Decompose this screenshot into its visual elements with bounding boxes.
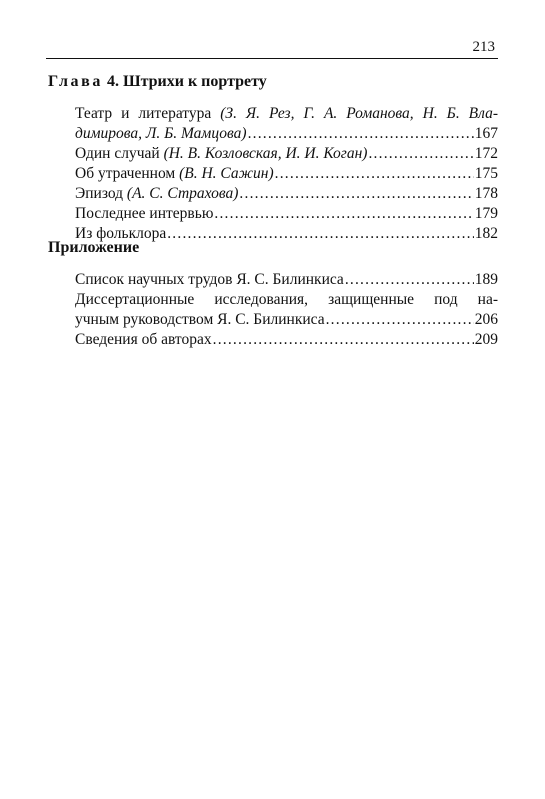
toc-entry-authors: (Н. В. Козловская, И. И. Коган)	[163, 145, 368, 162]
leader-dots	[345, 270, 474, 290]
appendix-entries	[48, 270, 498, 350]
toc-entry-line	[75, 310, 498, 330]
toc-entry[interactable]	[75, 104, 498, 144]
toc-entry[interactable]	[75, 204, 498, 224]
toc-entry-title: Эпизод	[75, 185, 127, 202]
toc-entry-page: 209	[474, 331, 498, 348]
leader-dots	[214, 204, 473, 224]
leader-dots	[368, 144, 473, 164]
toc-entry-authors: (З. Я. Рез, Г. А. Романова, Н. Б. Вла-	[220, 105, 498, 122]
leader-dots	[326, 310, 474, 330]
leader-dots	[275, 164, 474, 184]
toc-entry-title-group	[75, 184, 238, 204]
toc-entry-authors: (В. Н. Сажин)	[179, 165, 274, 182]
chapter-heading-title: Штрихи к портрету	[123, 73, 267, 90]
chapter-4-entries	[48, 104, 498, 244]
toc-entry-authors: димирова, Л. Б. Мамцова)	[75, 125, 247, 142]
toc-entry-title-group	[75, 164, 274, 184]
toc-entry-line	[75, 270, 498, 290]
toc-entry-page: 172	[474, 145, 498, 162]
chapter-4-section	[48, 72, 498, 244]
toc-entry[interactable]	[75, 330, 498, 350]
toc-entry-page: 189	[474, 271, 498, 288]
chapter-heading	[48, 72, 498, 92]
toc-entry-page: 206	[474, 311, 498, 328]
toc-entry-page: 167	[474, 125, 498, 142]
toc-entry[interactable]	[75, 164, 498, 184]
toc-entry-line	[75, 204, 498, 224]
appendix-heading: Приложение	[48, 239, 140, 256]
toc-entry-line	[75, 184, 498, 204]
toc-entry-title: Сведения об авторах	[75, 331, 212, 348]
toc-entry-title: Из фольклора	[75, 225, 167, 242]
toc-entry-page: 175	[474, 165, 498, 182]
appendix-section	[48, 238, 498, 350]
leader-dots	[248, 124, 474, 144]
toc-entry-title: Один случай	[75, 145, 164, 162]
toc-entry-line	[75, 104, 498, 124]
page-number: 213	[472, 39, 495, 55]
leader-dots	[239, 184, 473, 204]
toc-entry-title: Диссертационные исследования, защищенные под на-	[75, 291, 498, 308]
toc-entry-title: Театр и литература	[75, 105, 221, 122]
toc-entry-line	[75, 124, 498, 144]
toc-entry-page: 178	[474, 185, 498, 202]
toc-entry-title: Список научных трудов Я. С. Билинкиса	[75, 271, 344, 288]
toc-entry-page: 179	[474, 205, 498, 222]
toc-entry-line	[75, 164, 498, 184]
toc-entry-authors: (А. С. Страхова)	[126, 185, 239, 202]
chapter-heading-prefix: Глава	[48, 73, 103, 90]
toc-entry-title: Об утраченном	[75, 165, 180, 182]
toc-entry-page: 182	[474, 225, 498, 242]
toc-entry[interactable]	[75, 144, 498, 164]
chapter-heading-number: 4.	[107, 73, 119, 90]
toc-entry[interactable]	[75, 270, 498, 290]
leader-dots	[213, 330, 474, 350]
toc-entry-title: Последнее интервью	[75, 205, 214, 222]
toc-entry[interactable]	[75, 184, 498, 204]
toc-entry-line	[75, 290, 498, 310]
toc-entry-title-group	[75, 144, 367, 164]
toc-entry[interactable]	[75, 290, 498, 330]
toc-entry-line	[75, 144, 498, 164]
toc-entry-title: учным руководством Я. С. Билинкиса	[75, 311, 325, 328]
header-rule	[46, 58, 498, 59]
toc-entry-line	[75, 330, 498, 350]
